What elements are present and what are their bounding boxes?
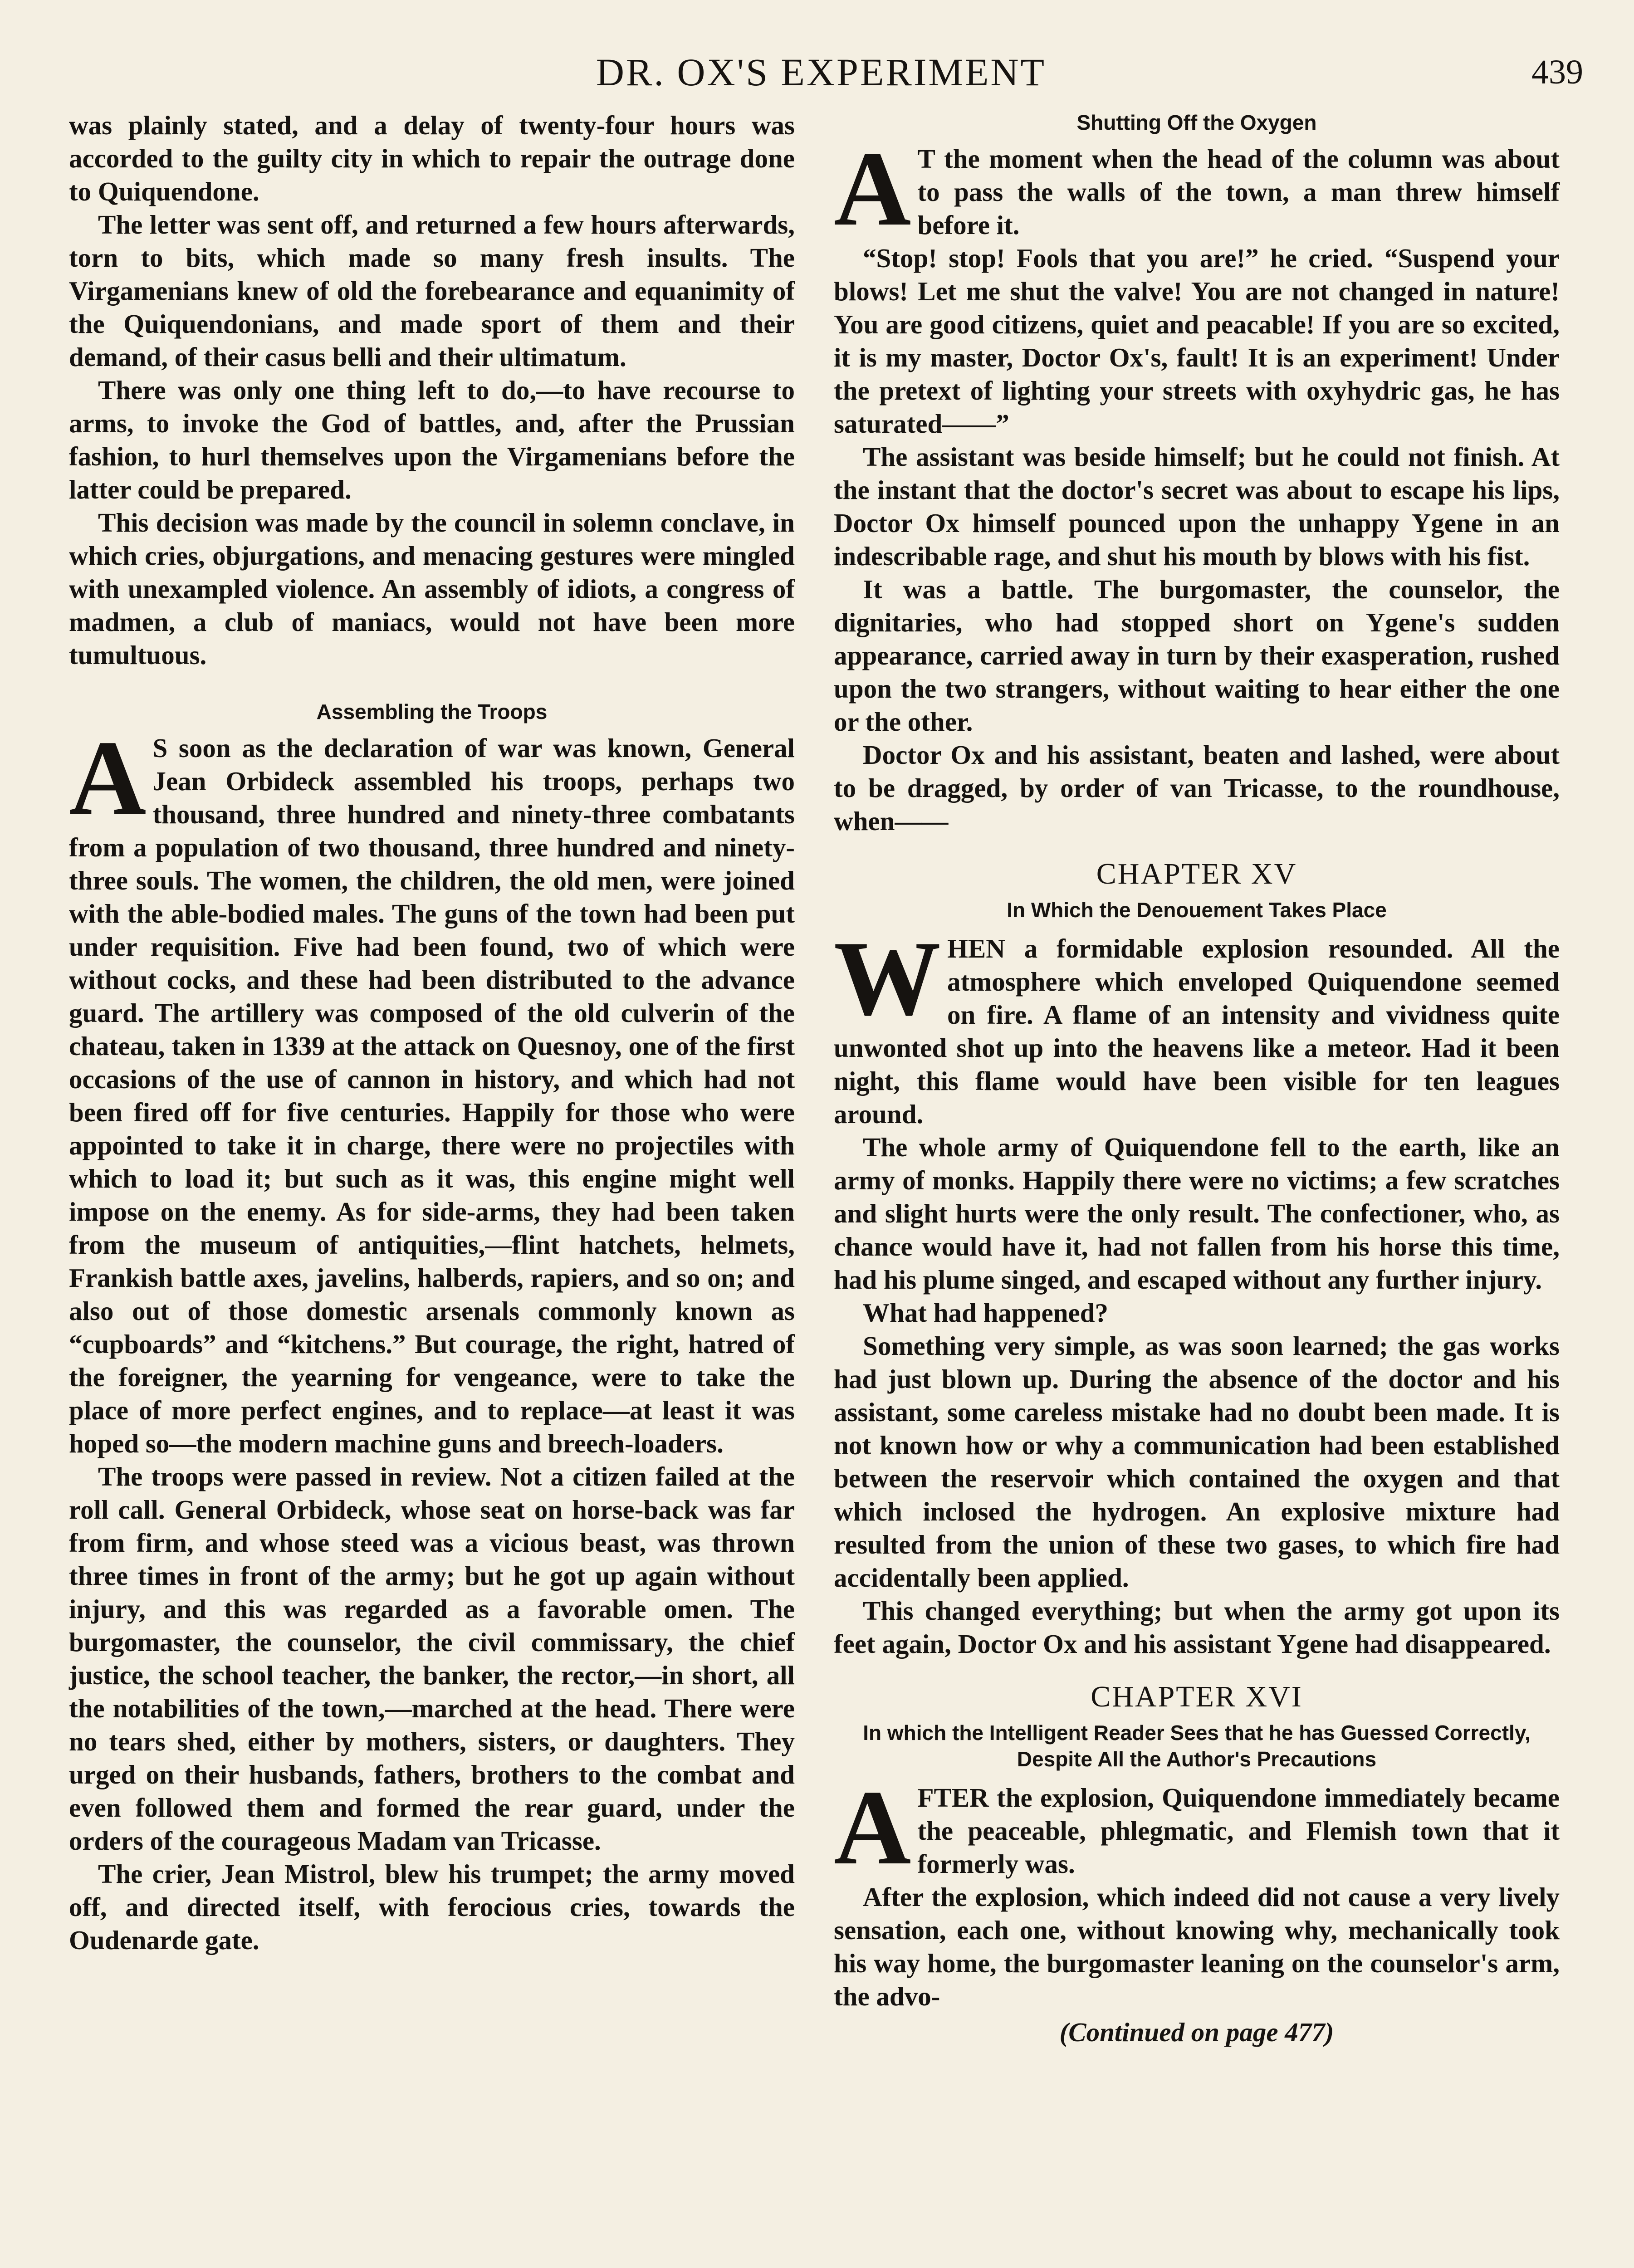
chapter-subtitle: In Which the Denouement Takes Place [1007,898,1387,922]
continued-note: (Continued on page 477) [1059,2017,1334,2047]
paragraph-text: HEN a formidable explosion resounded. All the atmosphere which enveloped Quiquendone seemed on fire. A flame of an intensity and vividness quite unwonted shot up into the heavens like a meteor. Had it been night, this flame would have been visible for ten leagues around. [834,934,1560,1129]
paragraph-with-dropcap [69,719,795,1460]
section-heading: Assembling the Troops [316,700,548,723]
chapter-subtitle: In which the Intelligent Reader Sees that he has Guessed Correctly, Despite All the Author's Precautions [863,1721,1531,1771]
paragraph: This decision was made by the council in solemn conclave, in which cries, objurgations, and menacing gestures were mingled with unexampled violence. An assembly of idiots, a congress of madmen, a club of maniacs, would not have been more tumultuous. [69,508,795,670]
paragraph: After the explosion, which indeed did not cause a very lively sensation, each one, without knowing why, mechanically took his way home, the burgomaster leaning on the counselor's arm, the advo- [834,1882,1560,2011]
paragraph: It was a battle. The burgomaster, the counselor, the dignitaries, who had stopped short on Ygene's sudden appearance, carried away in turn by their exasperation, rushed upon the two strangers, without waiting to hear either the one or the other. [834,574,1560,737]
drop-cap: A [69,719,147,837]
right-column [834,109,1560,2049]
paragraph: The crier, Jean Mistrol, blew his trumpet; the army moved off, and directed itself, with ferocious cries, towards the Oudenarde gate. [69,1859,795,1955]
paragraph: The assistant was beside himself; but he could not finish. At the instant that the doctor's secret was about to escape his lips, Doctor Ox himself pounced upon the unhappy Ygene in an indescribable rage, and shut his mouth by blows with his fist. [834,442,1560,571]
paragraph-with-dropcap [834,919,1560,1131]
drop-cap: A [834,1769,911,1887]
section-heading: Shutting Off the Oxygen [1076,111,1317,134]
paragraph: The letter was sent off, and returned a few hours afterwards, torn to bits, which made so many fresh insults. The Virgamenians knew of old the forebearance and equanimity of the Quiquendonians, and made sport of them and their demand, of their casus belli and their ultimatum. [69,210,795,372]
page-number: 439 [1531,53,1583,91]
paragraph: What had happened? [863,1298,1109,1328]
chapter-title: CHAPTER XV [1096,857,1297,890]
paragraph: This changed everything; but when the army got upon its feet again, Doctor Ox and his assistant Ygene had disappeared. [834,1596,1560,1659]
paragraph: There was only one thing left to do,—to have recourse to arms, to invoke the God of battles, and, after the Prussian fashion, to hurl themselves upon the Virgamenians before the latter could be prepared. [69,375,795,504]
paragraph: Something very simple, as was soon learned; the gas works had just blown up. During the absence of the doctor and his assistant, some careless mistake had no doubt been made. It is not known how or why a communication had been established between the reservoir which contained the oxygen and that which inclosed the hydrogen. An explosive mixture had resulted from the union of these two gases, to which fire had accidentally been applied. [834,1331,1560,1593]
drop-cap: A [834,130,911,248]
paragraph: The troops were passed in review. Not a citizen failed at the roll call. General Orbideck, whose seat on horse-back was far from firm, and whose steed was a vicious beast, was thrown three times in front of the army; but he got up again without injury, and this was regarded as a favorable omen. The burgomaster, the counselor, the civil commissary, the chief justice, the school teacher, the banker, the rector,—in short, all the notabilities of the town,—marched at the head. There were no tears shed, either by mothers, sisters, or daughters. They urged on their husbands, fathers, brothers to the combat and even followed them and formed the rear guard, under the orders of the courageous Madam van Tricasse. [69,1461,795,1856]
paragraph-text: T the moment when the head of the column was about to pass the walls of the town, a man threw himself before it. [917,144,1560,240]
paragraph-with-dropcap [834,1769,1560,1887]
paragraph-with-dropcap [834,130,1560,248]
paragraph-text: S soon as the declaration of war was known, General Jean Orbideck assembled his troops, perhaps two thousand, three hundred and ninety-three combatants from a population of two thousand, three hundred and ninety-three souls. The women, the children, the old men, were joined with the able-bodied males. The guns of the town had been put under requisition. Five had been found, two of which were without cocks, and these had been distributed to the advance guard. The artillery was composed of the old culverin of the chateau, taken in 1339 at the attack on Quesnoy, one of the first occasions of the use of cannon in history, and which had not been fired off for five centuries. Happily for those who were appointed to take it in charge, there were no projectiles with which to load it; but such as it was, this engine might well impose on the enemy. As for side-arms, they had been taken from the museum of antiquities,—flint hatchets, helmets, Frankish battle axes, javelins, halberds, rapiers, and so on; and also out of those domestic arsenals commonly known as “cupboards” and “kitchens.” But courage, the right, hatred of the foreigner, the yearning for vengeance, were to take the place of more perfect engines, and to replace—at least it was hoped so—the modern machine guns and breech-loaders. [69,733,795,1458]
paragraph: “Stop! stop! Fools that you are!” he cried. “Suspend your blows! Let me shut the valve! You are not changed in nature! You are good citizens, quiet and peacable! If you are so excited, it is my master, Doctor Ox's, fault! It is an experiment! Under the pretext of lighting your streets with oxyhydric gas, he has saturated——” [834,243,1560,439]
running-title: DR. OX'S EXPERIMENT [596,50,1047,94]
paragraph-text: FTER the explosion, Quiquendone immediately became the peaceable, phlegmatic, and Flemish town that it formerly was. [917,1783,1560,1879]
drop-cap: W [834,919,941,1038]
paragraph: Doctor Ox and his assistant, beaten and lashed, were about to be dragged, by order of van Tricasse, to the roundhouse, when—— [834,740,1560,836]
page-header [0,47,1634,97]
chapter-title: CHAPTER XVI [1091,1680,1303,1713]
paragraph: was plainly stated, and a delay of twenty-four hours was accorded to the guilty city in which to repair the outrage done to Quiquendone. [69,110,795,206]
left-column [69,109,795,1957]
paragraph: The whole army of Quiquendone fell to the earth, like an army of monks. Happily there were no victims; a few scratches and slight hurts were the only result. The confectioner, who, as chance would have it, had not fallen from his horse this time, had his plume singed, and escaped without any further injury. [834,1132,1560,1295]
